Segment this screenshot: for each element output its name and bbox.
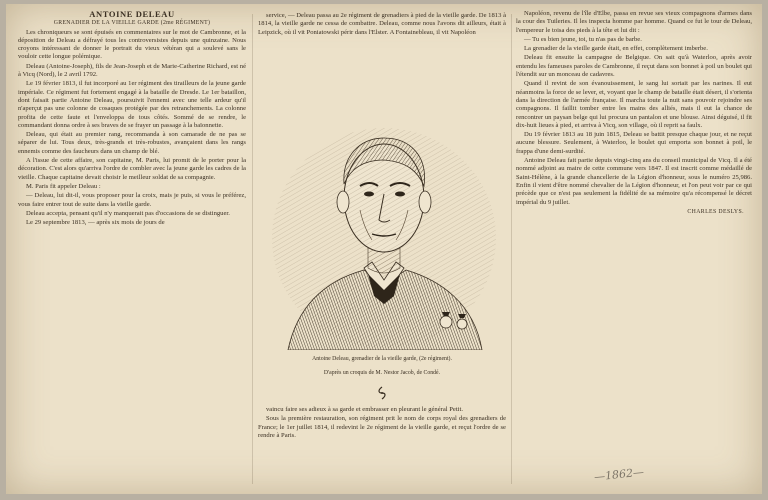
paragraph: Quand il revint de son évanouissement, le sang lui sortait par les narines. Il eut néanmoins la force de se lever, et, voyant que le champ de bataille était désert, il s'orienta dans la direction de l'armée française. Il marcha toute la nuit sans pouvoir rejoindre ses compagnons. Il faillit tomber entre les mains des alliés, mais il eut la chance de rencontrer un paysan belge qui lui procura un pantalon et une blouse. Ainsi déguisé, il fit dix-huit lieues à pied, et arriva à Vicq, son village, où il reprit sa faulx. [516, 80, 752, 129]
column-rule [252, 14, 253, 484]
paragraph: — Deleau, lui dit-il, vous proposer pour la croix, mais je puis, si vous le préférez, vous faire entrer tout de suite dans la vieille garde. [18, 192, 246, 208]
paragraph: La grenadier de la vieille garde était, en effet, complètement imberbe. [524, 45, 708, 53]
article-title: ANTOINE DELEAU [89, 9, 175, 19]
column-3 [516, 10, 752, 217]
portrait-credit: D'après un croquis de M. Nestor Jacob, de Condé. [323, 370, 441, 376]
paragraph: Deleau accepta, pensant qu'il n'y manquerait pas d'occasions de se distinguer. [26, 209, 230, 217]
portrait-caption: Antoine Deleau, grenadier de la vieille garde, (2e régiment). [312, 356, 452, 362]
paragraph: — Tu es bien jeune, toi, tu n'as pas de barbe. [524, 35, 642, 43]
column-1 [18, 10, 246, 228]
paragraph: A l'issue de cette affaire, son capitaine, M. Paris, lui promit de le porter pour la décoration. C'est alors qu'arriva l'ordre de combler avec la jeune garde les cadres de la vieille. Chaque capitaine devait choisir le meilleur soldat de sa compagnie. [18, 157, 246, 181]
column-rule [511, 14, 512, 484]
paragraph: vaincu faire ses adieux à sa garde et embrasser en pleurant le général Petit. [266, 406, 463, 413]
paragraph: Deleau fit ensuite la campagne de Belgique. On sait qu'à Waterloo, après avoir entendu les fameuses paroles de Cambronne, il reçut dans son bonnet à poil un boulet qui l'étendit sur un monceau de cadavres. [516, 54, 752, 79]
paragraph: Les chroniqueurs se sont épuisés en commentaires sur le mot de Cambronne, et la déposition de Deleau a défrayé tous les controversistes depuis une quinzaine. Nous croyons intéressant de donner le portrait du vieux vétéran qui a soulevé sans le vouloir cette longue polémique. [18, 28, 246, 61]
paragraph: Sous la première restauration, son régiment prit le nom de corps royal des grenadiers de France; le 1er juillet 1814, il redevint le 2e régiment de la vieille garde, et reçut l'ordre de se rendre à Paris. [258, 415, 506, 439]
ornament-icon [375, 386, 389, 400]
paragraph: Le 29 septembre 1813, — après six mois de jours de [26, 219, 165, 227]
paragraph: Du 19 février 1813 au 18 juin 1815, Deleau se battit presque chaque jour, et ne reçut aucune blessure. Seulement, à Waterloo, le boulet qui emporta son bonnet à poil, le frappa d'une demi-surdité. [516, 131, 752, 155]
paragraph: Deleau (Antoine-Joseph), fils de Jean-Joseph et de Marie-Catherine Richard, est né à Vicq (Nord), le 2 avril 1792. [18, 62, 246, 79]
newspaper-page [6, 4, 762, 494]
paragraph: Le 19 février 1813, il fut incorporé au 1er régiment des tirailleurs de la jeune garde impériale. Ce régiment fut fortement engagé à la bataille de Dresde. Le 1er bataillon, dont faisait partie Antoine Deleau, poursuivit l'ennemi avec une telle ardeur qu'il n'aperçut pas une colonne de cosaques protégée par des retranchements. La colonne profita de cette faute et l'enveloppa de tous côtés. Sommé de se rendre, le commandant donna ordre à ses braves de se frayer un passage à la baïonnette. [18, 80, 246, 129]
paragraph: service, — Deleau passa au 2e régiment de grenadiers à pied de la vieille garde. De 1813 à 1814, la vieille garde ne cessa de combattre. Deleau, comme nous l'avons dit ailleurs, était à Leipzick, où il vit Poniatowski périr dans l'Elster. A Fontainebleau, il vit Napoléon [258, 12, 506, 36]
paragraph: M. Paris fit appeler Deleau : [26, 182, 101, 190]
paragraph: Napoléon, revenu de l'île d'Elbe, passa en revue ses vieux compagnons d'armes dans la cour des Tuileries. Il les inspecta homme par homme. Quand ce fut le tour de Deleau, l'empereur le toisa des pieds à la tête et lui dit : [516, 10, 752, 34]
paragraph: Deleau, qui était au premier rang, recommanda à son camarade de ne pas se séparer de lui. Tous deux, très-grands et très-robustes, avançaient dans les rangs ennemis comme des faucheurs dans un champ de blé. [18, 131, 246, 155]
portrait-engraving [268, 98, 500, 350]
article-subtitle: GRENADIER DE LA VIEILLE GARDE (2me RÉGIMENT) [53, 20, 211, 27]
handwritten-year-note: —1862— [593, 465, 645, 484]
author-signature: CHARLES DESLYS. [687, 208, 744, 215]
paragraph: Antoine Deleau fait partie depuis vingt-cinq ans du conseil municipal de Vicq. Il a été nommé adjoint au maire de cette commune vers 1847. Il est inscrit comme médaillé de Saint-Hélène, à la grande chancellerie de la Légion d'honneur, sous le numéro 25,986. Enfin il vient d'être nommé chevalier de la Légion d'honneur, et l'on peut voir par ce qui précède que ce n'est pas seulement la fidélité de sa mémoire qu'a récompensé le décret impérial du 9 juillet. [516, 157, 752, 206]
column-2 [258, 12, 506, 38]
column-2-continued [258, 406, 506, 441]
